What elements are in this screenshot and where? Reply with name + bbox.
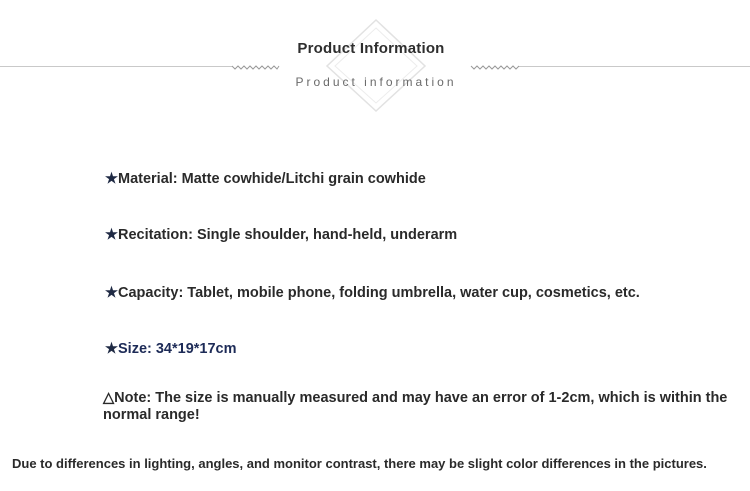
star-icon: ★ — [105, 227, 118, 243]
product-info-header — [0, 0, 750, 120]
page-title: Product Information — [297, 40, 445, 57]
size-note — [103, 390, 733, 424]
spec-capacity-text: Capacity: Tablet, mobile phone, folding umbrella, water cup, cosmetics, etc. — [118, 285, 640, 301]
outer-diamond-ornament — [327, 20, 425, 111]
star-icon: ★ — [105, 341, 118, 357]
page-subtitle: Product information — [295, 75, 457, 89]
spec-recitation — [105, 227, 457, 243]
star-icon: ★ — [105, 171, 118, 187]
left-zigzag-ornament — [232, 66, 279, 69]
header-ornament — [0, 0, 750, 120]
star-icon: ★ — [105, 285, 118, 301]
spec-material-text: Material: Matte cowhide/Litchi grain cowhide — [118, 171, 426, 187]
color-disclaimer: Due to differences in lighting, angles, and monitor contrast, there may be slight color differences in the pictures. — [12, 456, 707, 471]
spec-size — [105, 341, 237, 357]
warning-triangle-icon: △ — [103, 390, 115, 406]
size-note-text: Note: The size is manually measured and may have an error of 1-2cm, which is within the normal range! — [103, 390, 728, 423]
spec-size-text: Size: 34*19*17cm — [118, 341, 237, 357]
spec-material — [105, 171, 426, 187]
right-zigzag-ornament — [471, 66, 519, 69]
spec-recitation-text: Recitation: Single shoulder, hand-held, underarm — [118, 227, 458, 243]
spec-capacity — [105, 285, 640, 301]
